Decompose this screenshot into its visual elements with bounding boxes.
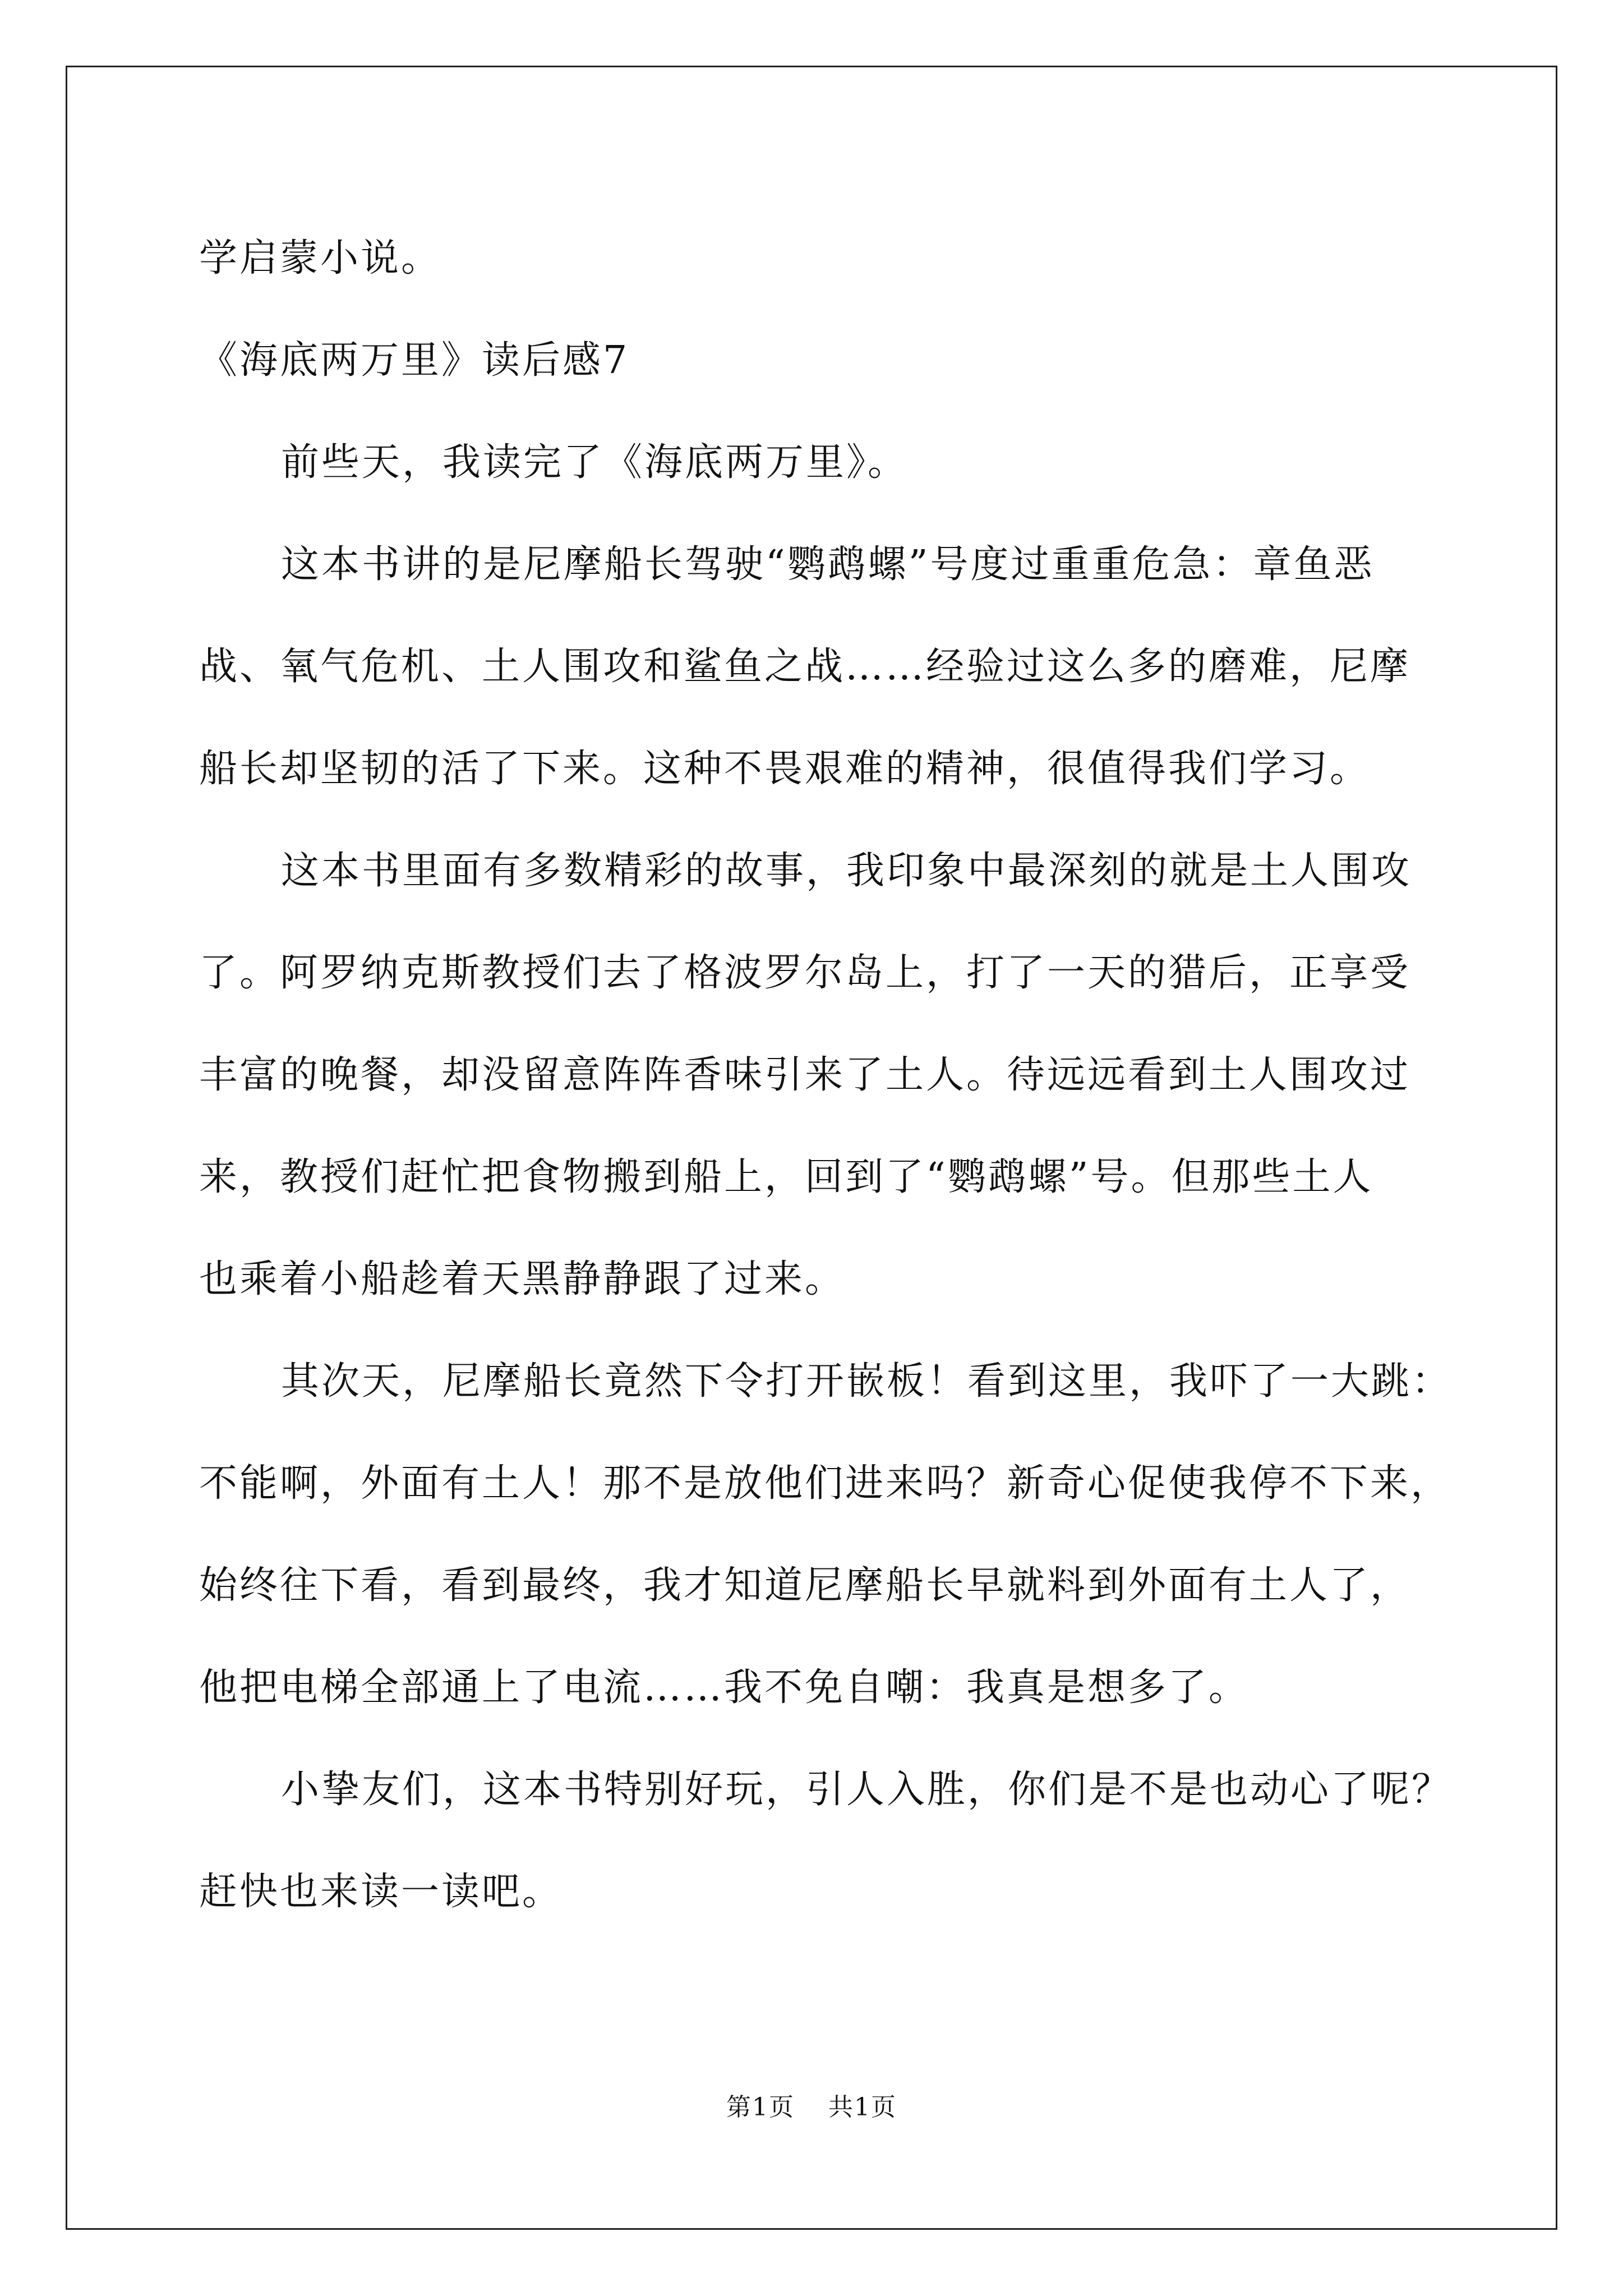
text-line: 前些天，我读完了《海底两万里》。 bbox=[281, 440, 909, 485]
text-line: 这本书讲的是尼摩船长驾驶“鹦鹉螺”号度过重重危急：章鱼恶 bbox=[281, 542, 1375, 587]
page-footer bbox=[0, 2087, 1623, 2123]
text-line: 了。阿罗纳克斯教授们去了格波罗尔岛上，打了一天的猎后，正享受 bbox=[199, 951, 1411, 995]
text-line: 赶快也来读一读吧。 bbox=[199, 1870, 563, 1914]
section-heading: 《海底两万里》读后感7 bbox=[199, 338, 630, 383]
text-line: 丰富的晚餐，却没留意阵阵香味引来了土人。待远远看到土人围攻过 bbox=[199, 1053, 1411, 1097]
text-line: 船长却坚韧的活了下来。这种不畏艰难的精神，很值得我们学习。 bbox=[199, 747, 1371, 791]
text-line: 小挚友们，这本书特别好玩，引人入胜，你们是不是也动心了呢？ bbox=[281, 1768, 1453, 1812]
page-total: 共1页 bbox=[828, 2093, 897, 2122]
text-line: 不能啊，外面有土人！那不是放他们进来吗？新奇心促使我停不下来， bbox=[199, 1461, 1451, 1506]
text-line: 也乘着小船趁着天黑静静跟了过来。 bbox=[199, 1257, 846, 1301]
text-line: 始终往下看，看到最终，我才知道尼摩船长早就料到外面有土人了， bbox=[199, 1563, 1411, 1608]
page-number: 第1页 bbox=[726, 2093, 795, 2122]
text-line: 学启蒙小说。 bbox=[199, 236, 442, 280]
text-line: 其次天，尼摩船长竟然下令打开嵌板！看到这里，我吓了一大跳： bbox=[281, 1359, 1453, 1404]
text-line: 战、氧气危机、土人围攻和鲨鱼之战……经验过这么多的磨难，尼摩 bbox=[199, 645, 1411, 689]
text-line: 这本书里面有多数精彩的故事，我印象中最深刻的就是土人围攻 bbox=[281, 849, 1412, 893]
document-body bbox=[199, 208, 1453, 1943]
text-line: 他把电梯全部通上了电流……我不免自嘲：我真是想多了。 bbox=[199, 1665, 1249, 1710]
text-line: 来，教授们赶忙把食物搬到船上，回到了“鹦鹉螺”号。但那些土人 bbox=[199, 1155, 1373, 1199]
